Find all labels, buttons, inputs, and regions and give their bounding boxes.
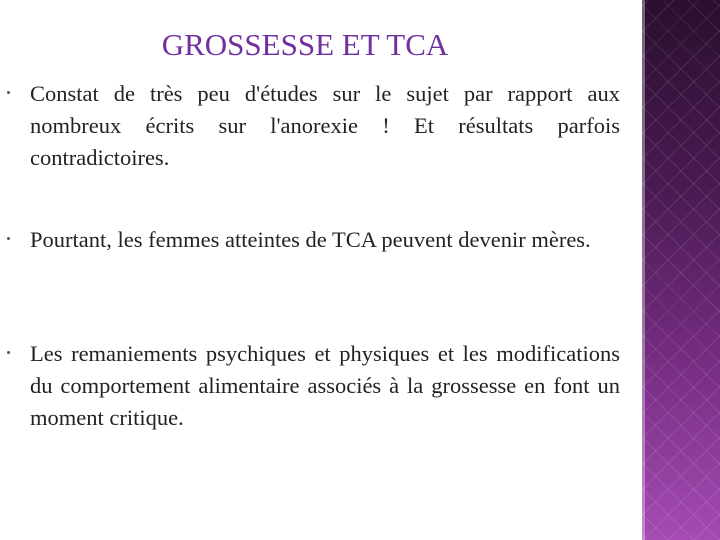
bullet-dot-icon <box>7 91 10 94</box>
bullet-text: Les remaniements psychiques et physiques et les modifications du comportement alimentaire associés à la grossesse en font un moment critique. <box>30 341 620 430</box>
bullet-item <box>30 78 620 174</box>
decorative-side-panel <box>642 0 720 540</box>
bullet-item <box>30 338 620 434</box>
bullet-text: Constat de très peu d'études sur le sujet par rapport aux nombreux écrits sur l'anorexie ! Et résultats parfois contradictoires. <box>30 81 620 170</box>
bullet-text: Pourtant, les femmes atteintes de TCA peuvent devenir mères. <box>30 227 591 252</box>
bullet-dot-icon <box>7 237 10 240</box>
bullet-dot-icon <box>7 351 10 354</box>
slide-title: GROSSESSE ET TCA <box>161 27 449 62</box>
bullet-item <box>30 224 620 256</box>
